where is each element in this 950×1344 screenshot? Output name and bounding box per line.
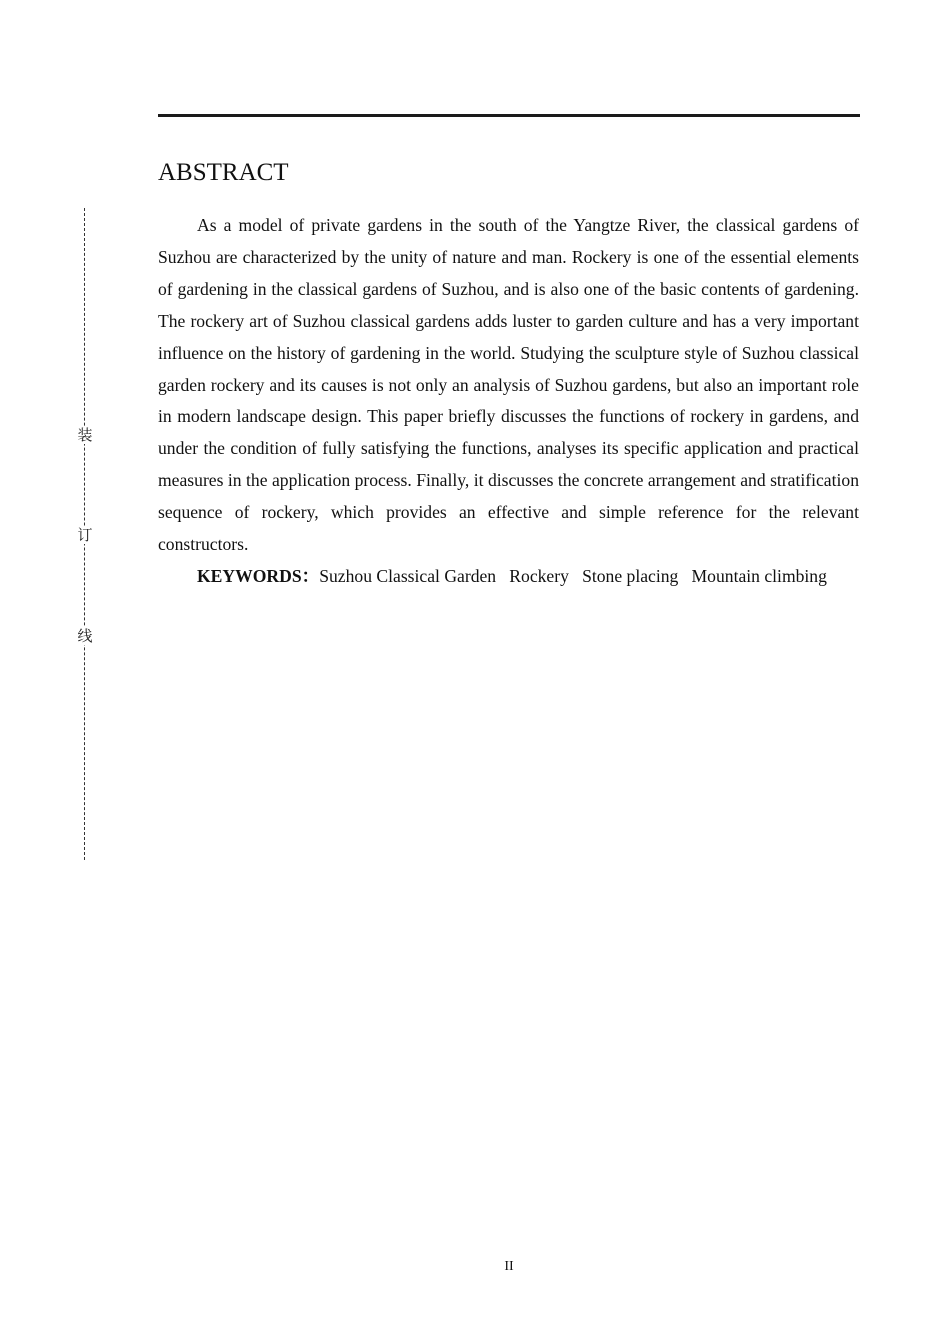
binding-char-xian: 线 <box>77 627 93 645</box>
page-number: II <box>504 1259 514 1274</box>
keywords-separator: ： <box>301 565 320 586</box>
binding-char-zhuang: 装 <box>77 426 93 444</box>
abstract-body <box>158 210 859 593</box>
abstract-paragraph: As a model of private gardens in the south of the Yangtze River, the classical gardens of Suzhou are characterized by the unity of nature and man. Rockery is one of the essential elements of gardening in the classical gardens of Suzhou, and is also one of the basic contents of gardening. The rockery art of Suzhou classical gardens adds luster to garden culture and has a very important influence on the history of gardening in the world. Studying the sculpture style of Suzhou classical garden rockery and its causes is not only an analysis of Suzhou gardens, but also an important role in modern landscape design. This paper briefly discusses the functions of rockery in gardens, and under the condition of fully satisfying the functions, analyses its specific application and practical measures in the application process. Finally, it discusses the concrete arrangement and stratification sequence of rockery, which provides an effective and simple reference for the relevant constructors. <box>158 215 859 555</box>
binding-char-ding: 订 <box>77 526 93 544</box>
keywords-text: Suzhou Classical Garden Rockery Stone placing Mountain climbing <box>319 565 827 586</box>
page-title: ABSTRACT <box>158 159 289 186</box>
header-rule <box>158 114 860 117</box>
keywords-paragraph <box>158 561 859 593</box>
keywords-label: KEYWORDS <box>197 565 302 586</box>
